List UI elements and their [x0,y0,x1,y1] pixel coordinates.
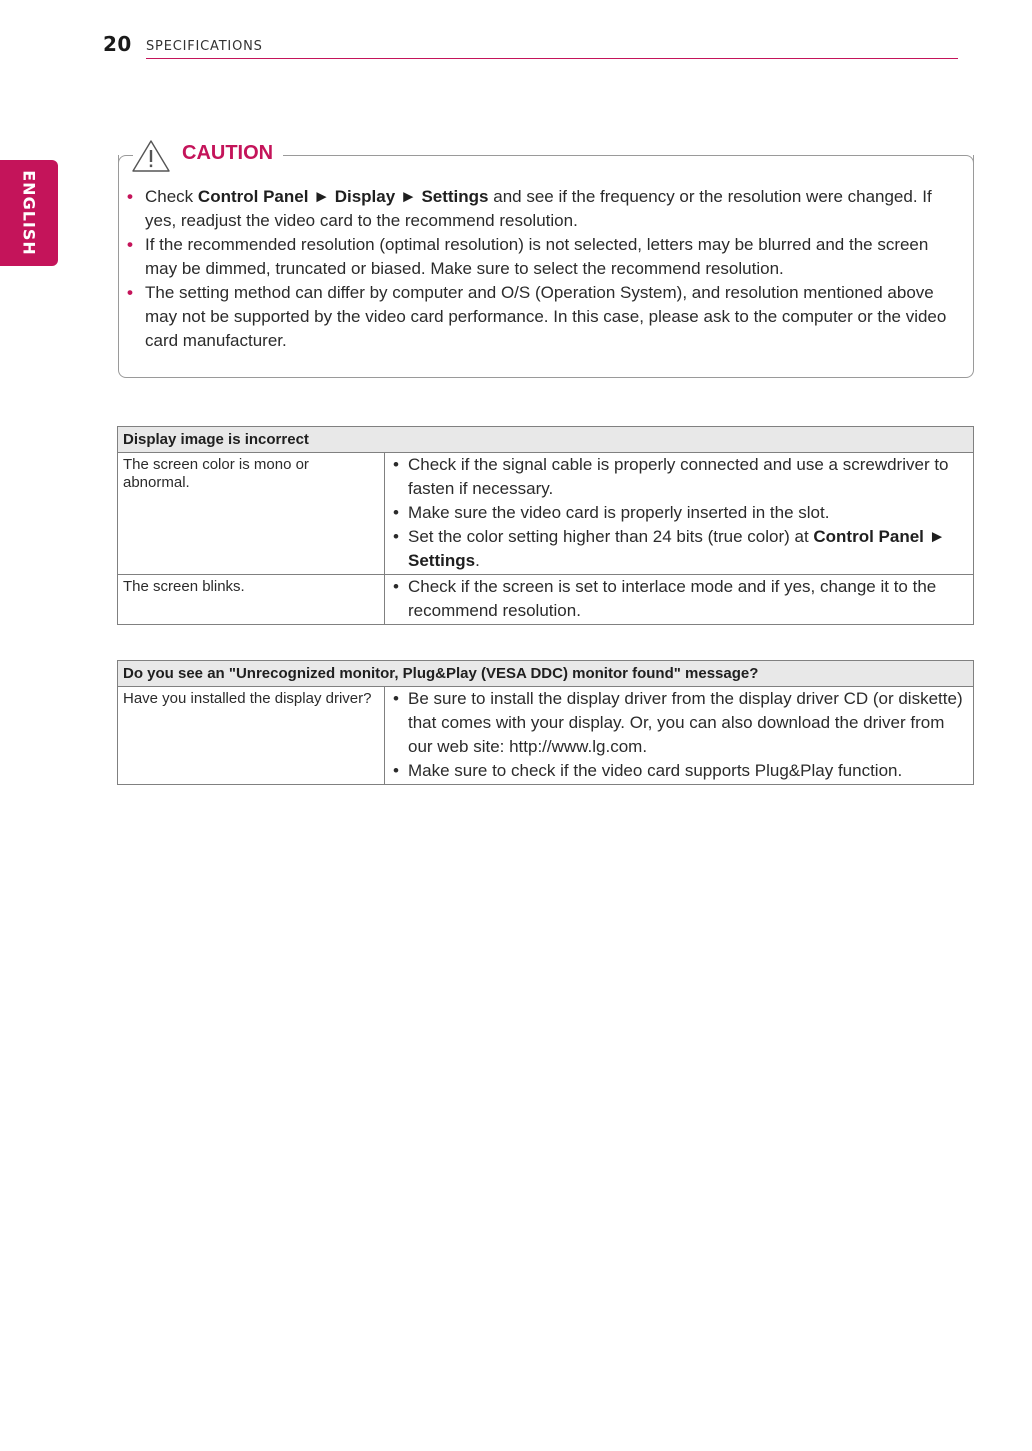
solution-item [390,501,968,525]
caution-list [125,185,955,353]
bullet-icon: • [393,577,399,596]
table-row [118,453,974,575]
caution-item [125,185,955,233]
problem-cell: Have you installed the display driver? [118,687,385,785]
solution-text: Set the color setting higher than 24 bits (true color) at [408,527,814,546]
solution-item [390,759,968,783]
caution-item-text: The setting method can differ by computer and O/S (Operation System), and resolution mentioned above may not be supported by the video card performance. In this case, please ask to the computer or the video card manufacturer. [145,283,947,350]
bullet-icon: • [393,455,399,474]
warning-triangle-icon [130,138,172,174]
bullet-icon: • [393,527,399,546]
bullet-icon: • [393,503,399,522]
solution-bold: Control Panel ► Settings [408,527,946,570]
caution-item-text: Check [145,187,198,206]
table-header: Display image is incorrect [118,427,974,453]
solution-cell [385,453,974,575]
language-label: ENGLISH [19,170,39,256]
troubleshoot-table-unrecognized-monitor [117,660,974,785]
caution-item-bold: Control Panel ► Display ► Settings [197,187,489,206]
solution-item [390,525,968,573]
bullet-icon: • [393,761,399,780]
bullet-icon: • [127,283,133,302]
table-row [118,687,974,785]
table-row [118,575,974,625]
problem-cell: The screen color is mono or abnormal. [118,453,385,575]
solution-text: Check if the signal cable is properly connected and use a screwdriver to fasten if necessary. [408,455,949,498]
solution-text: Make sure to check if the video card supports Plug&Play function. [408,761,903,780]
troubleshoot-table-display-image [117,426,974,625]
solution-cell [385,575,974,625]
solution-cell [385,687,974,785]
language-tab [0,160,58,266]
problem-cell: The screen blinks. [118,575,385,625]
bullet-icon: • [127,187,133,206]
solution-text: Be sure to install the display driver from the display driver CD (or diskette) that comes with your display. Or, you can also download the driver from our web site: http://www.lg.com. [408,689,963,756]
page-number: 20 [103,32,132,56]
caution-item-text: and see if the frequency or the resolution were changed. If yes, readjust the video card to the recommend resolution. [145,187,932,230]
header-rule [146,58,958,59]
bullet-icon: • [127,235,133,254]
table-header: Do you see an "Unrecognized monitor, Plug&Play (VESA DDC) monitor found" message? [118,661,974,687]
section-title: SPECIFICATIONS [146,39,263,54]
bullet-icon: • [393,689,399,708]
solution-item [390,575,968,623]
caution-item-text: If the recommended resolution (optimal resolution) is not selected, letters may be blurred and the screen may be dimmed, truncated or biased. Make sure to select the recommend resolution. [145,235,929,278]
solution-text: Make sure the video card is properly inserted in the slot. [408,503,830,522]
solution-text: . [475,551,480,570]
solution-text: Check if the screen is set to interlace mode and if yes, change it to the recommend resolution. [408,577,937,620]
caution-item [125,281,955,353]
caution-title: CAUTION [182,142,274,164]
caution-box-corner-right [283,155,974,164]
solution-item [390,687,968,759]
caution-item [125,233,955,281]
solution-item [390,453,968,501]
